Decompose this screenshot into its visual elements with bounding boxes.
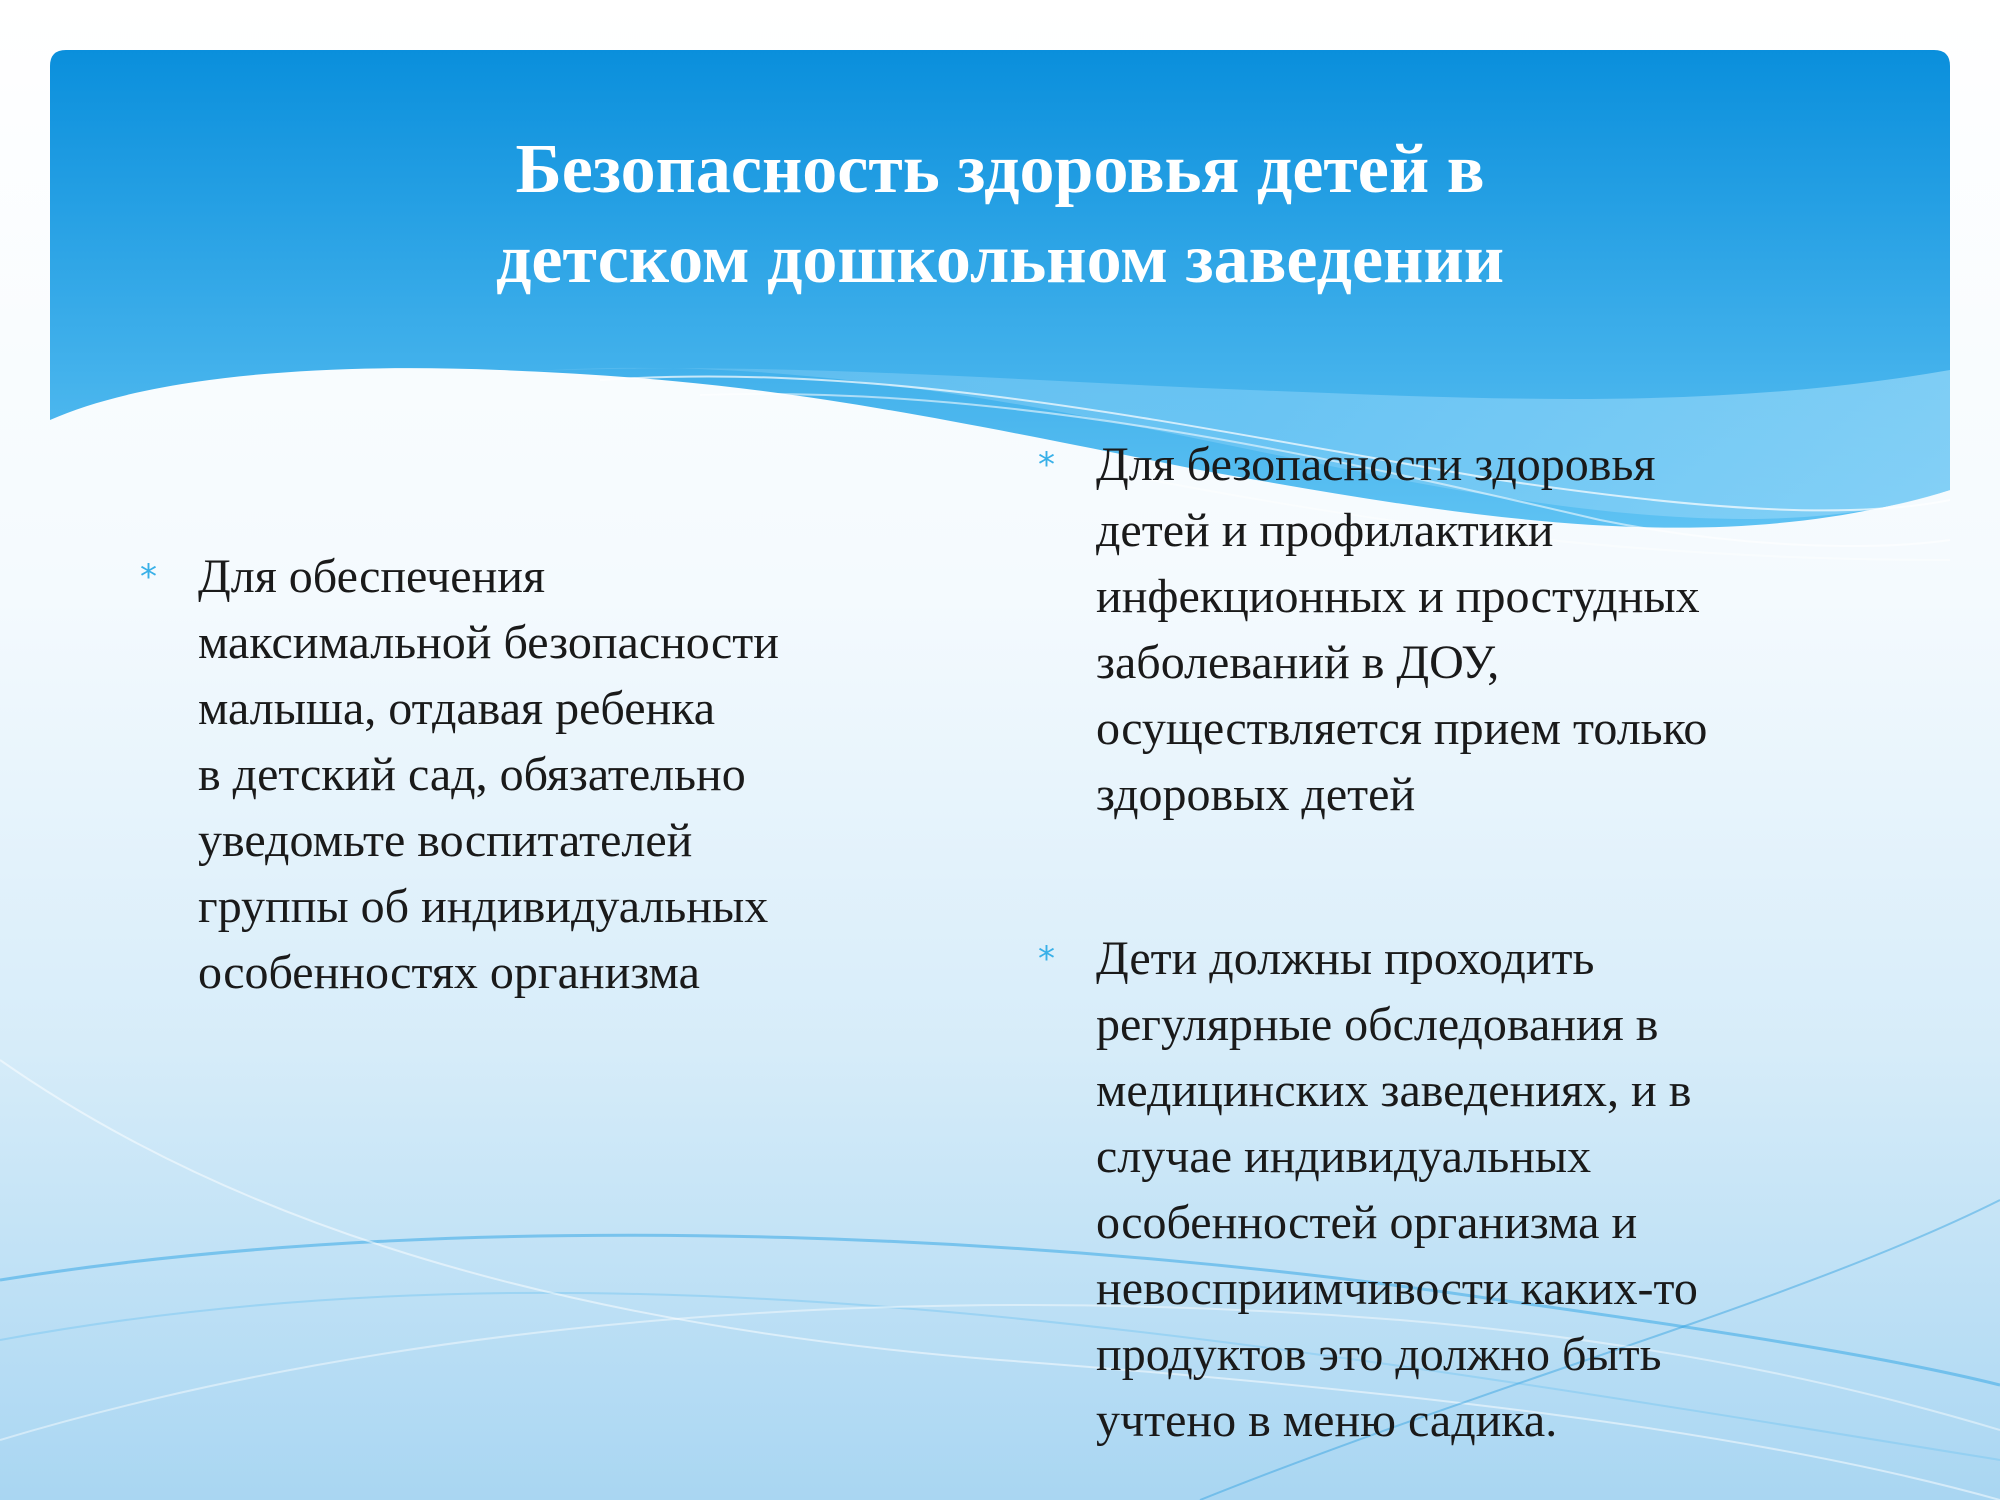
bullet-text-line: здоровых детей: [1096, 768, 1416, 821]
bullet-text-line: особенностей организма и: [1096, 1196, 1638, 1249]
bullet-text-line: уведомьте воспитателей: [198, 814, 693, 867]
bullet-text-line: Для безопасности здоровья: [1096, 438, 1656, 491]
bullet-text-line: невосприимчивости каких-то: [1096, 1262, 1698, 1315]
bullet-text-line: Дети должны проходить: [1096, 932, 1595, 985]
bullet-text-line: заболеваний в ДОУ,: [1096, 636, 1500, 689]
bullet-text-line: в детский сад, обязательно: [198, 748, 746, 801]
bullet-item: [140, 544, 898, 1006]
bullet-text-line: случае индивидуальных: [1096, 1130, 1592, 1183]
title-line: детском дошкольном заведении: [495, 221, 1505, 298]
bullet-text-line: осуществляется прием только: [1096, 702, 1708, 755]
bullet-item: [1038, 926, 1856, 1454]
bullet-text-line: детей и профилактики: [1096, 504, 1554, 557]
bullet-text-line: малыша, отдавая ребенка: [198, 682, 716, 735]
bullet-text-line: максимальной безопасности: [198, 616, 779, 669]
bullet-text-line: инфекционных и простудных: [1096, 570, 1700, 623]
title-line: Безопасность здоровья детей в: [515, 131, 1485, 208]
bullet-text-line: Для обеспечения: [198, 550, 546, 603]
bullet-text-line: особенностях организма: [198, 946, 700, 999]
bullet-text-line: регулярные обследования в: [1096, 998, 1659, 1051]
bullet-text-line: продуктов это должно быть: [1096, 1328, 1662, 1381]
bullet-item: [1038, 432, 1856, 828]
bullet-text-line: медицинских заведениях, и в: [1096, 1064, 1692, 1117]
asterisk-bullet-icon: *: [1038, 939, 1055, 979]
asterisk-bullet-icon: *: [1038, 445, 1055, 485]
bullet-text-line: группы об индивидуальных: [198, 880, 769, 933]
asterisk-bullet-icon: *: [140, 557, 157, 597]
bullet-text-line: учтено в меню садика.: [1096, 1394, 1558, 1447]
slide-title: [200, 125, 1800, 305]
